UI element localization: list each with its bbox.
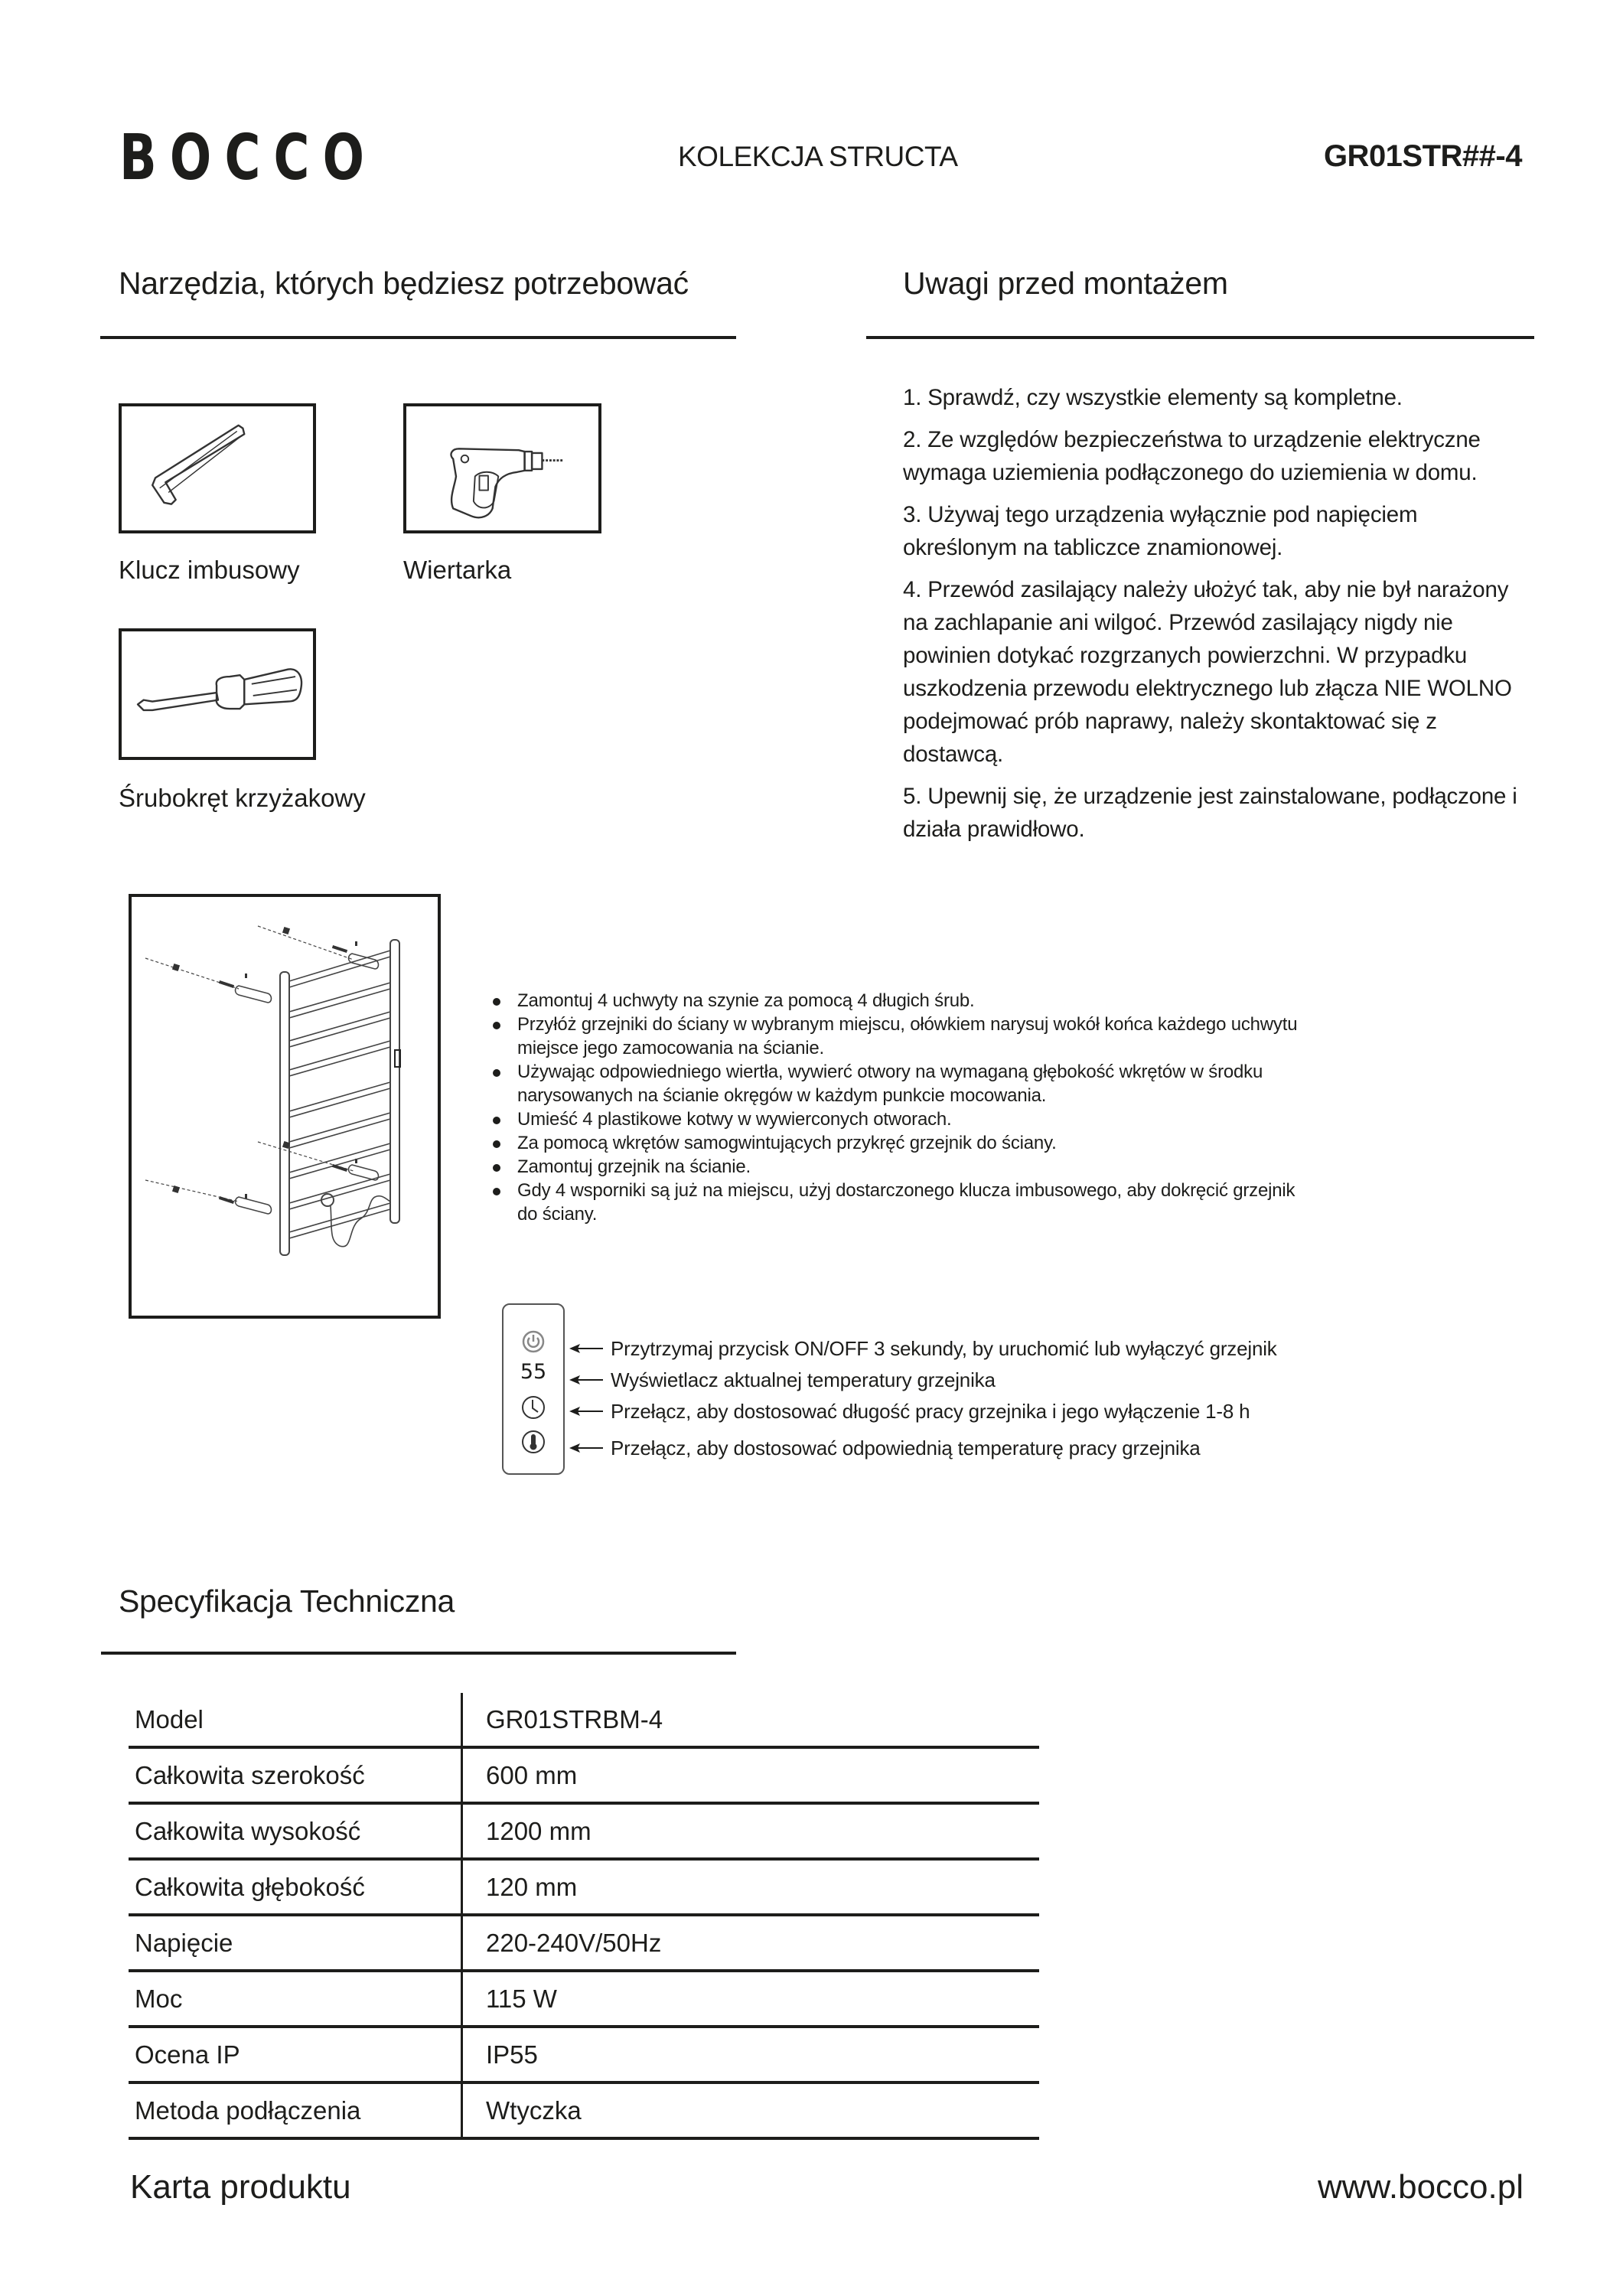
note-item: 5. Upewnij się, że urządzenie jest zainstalowane, podłączone i działa prawidłowo. (903, 784, 1517, 842)
arrow-left-icon (569, 1375, 603, 1385)
step-item: Umieść 4 plastikowe kotwy w wywierconych otworach. (490, 1107, 1301, 1131)
tools-section-divider (100, 336, 736, 339)
note-item: 3. Używaj tego urządzenia wyłącznie pod napięciem określonym na tabliczce znamionowej. (903, 502, 1418, 560)
table-row (129, 1859, 1039, 1915)
spec-key: Całkowita głębokość (129, 1859, 462, 1915)
collection-name: KOLEKCJA STRUCTA (678, 141, 958, 172)
controller-annotation-power (569, 1339, 1277, 1358)
annotation-text: Przytrzymaj przycisk ON/OFF 3 sekundy, by uruchomić lub wyłączyć grzejnik (611, 1337, 1277, 1360)
controller-annotation-timer (569, 1401, 1250, 1421)
note-item: 2. Ze względów bezpieczeństwa to urządzenie elektryczne wymaga uziemienia podłączonego do uziemienia w domu. (903, 427, 1481, 485)
spec-key: Model (129, 1693, 462, 1747)
step-item: Przyłóż grzejniki do ściany w wybranym miejscu, ołówkiem narysuj wokół końca każdego uchwytu miejsce jego zamocowania na ścianie. (490, 1013, 1301, 1060)
thermometer-icon (521, 1430, 546, 1454)
step-item: Zamontuj 4 uchwyty na szynie za pomocą 4 długich śrub. (490, 989, 1301, 1013)
screwdriver-box (119, 628, 316, 760)
spec-key: Całkowita szerokość (129, 1747, 462, 1803)
table-row (129, 2027, 1039, 2082)
spec-value: 220-240V/50Hz (462, 1915, 1040, 1971)
table-row (129, 1747, 1039, 1803)
controller-annotation-temperature (569, 1438, 1201, 1458)
temperature-button[interactable] (504, 1430, 563, 1454)
controller-annotation-display (569, 1370, 996, 1390)
timer-button[interactable] (504, 1395, 563, 1420)
table-row (129, 1693, 1039, 1747)
remote-controller (502, 1303, 565, 1475)
allen-key-icon (122, 406, 313, 530)
tool-label-allen-key: Klucz imbusowy (119, 556, 300, 584)
arrow-left-icon (569, 1443, 603, 1453)
spec-key: Całkowita wysokość (129, 1803, 462, 1859)
notes-section-divider (866, 336, 1534, 339)
power-button[interactable] (504, 1330, 563, 1353)
spec-value: IP55 (462, 2027, 1040, 2082)
brand-logo: BOCCO (119, 122, 378, 194)
tool-label-screwdriver: Śrubokręt krzyżakowy (119, 784, 366, 812)
footer-doc-type: Karta produktu (130, 2168, 351, 2206)
spec-table (129, 1693, 1039, 2140)
specs-section-title: Specyfikacja Techniczna (119, 1583, 455, 1619)
spec-value: Wtyczka (462, 2082, 1040, 2138)
allen-key-box (119, 403, 316, 533)
spec-value: 1200 mm (462, 1803, 1040, 1859)
tools-section-title: Narzędzia, których będziesz potrzebować (119, 266, 689, 301)
model-code: GR01STR##-4 (1323, 139, 1522, 173)
spec-value: GR01STRBM-4 (462, 1693, 1040, 1747)
annotation-text: Przełącz, aby dostosować długość pracy grzejnika i jego wyłączenie 1-8 h (611, 1400, 1250, 1423)
installation-diagram (129, 894, 441, 1319)
note-item: 4. Przewód zasilający należy ułożyć tak, aby nie był narażony na zachlapanie ani wilgoć. Przewód zasilający nigdy nie powinien dotykać rozgrzanych powierzchni. W przypadku uszkodzenia przewodu elektrycznego lub złącza NIE WOLNO podejmować prób naprawy, należy skontaktować się z dostawcą. (903, 577, 1512, 767)
footer-website-link[interactable]: www.bocco.pl (1317, 2168, 1524, 2206)
spec-key: Metoda podłączenia (129, 2082, 462, 2138)
step-item: Zamontuj grzejnik na ścianie. (490, 1155, 1301, 1179)
table-row (129, 1915, 1039, 1971)
spec-value: 600 mm (462, 1747, 1040, 1803)
arrow-left-icon (569, 1343, 603, 1354)
annotation-text: Przełącz, aby dostosować odpowiednią temperaturę pracy grzejnika (611, 1437, 1201, 1459)
table-row (129, 1803, 1039, 1859)
notes-section-title: Uwagi przed montażem (903, 266, 1228, 301)
step-item: Gdy 4 wsporniki są już na miejscu, użyj dostarczonego klucza imbusowego, aby dokręcić grzejnik do ściany. (490, 1179, 1301, 1226)
clock-icon (521, 1395, 546, 1420)
temperature-display: 55 (520, 1360, 547, 1384)
tool-label-drill: Wiertarka (403, 556, 512, 584)
power-icon (522, 1330, 545, 1353)
drill-box (403, 403, 601, 533)
step-item: Używając odpowiedniego wiertła, wywierć otwory na wymaganą głębokość wkrętów w środku narysowanych na ścianie okręgów w każdym punkcie mocowania. (490, 1060, 1301, 1107)
installation-steps (490, 989, 1301, 1226)
spec-key: Moc (129, 1971, 462, 2027)
pre-install-notes (903, 381, 1530, 855)
note-item: 1. Sprawdź, czy wszystkie elementy są kompletne. (903, 385, 1403, 410)
specs-section-divider (101, 1652, 736, 1655)
table-row (129, 1971, 1039, 2027)
phillips-screwdriver-icon (122, 631, 313, 757)
drill-icon (406, 406, 598, 530)
towel-rail-mounting-diagram-icon (132, 897, 438, 1316)
spec-key: Napięcie (129, 1915, 462, 1971)
spec-value: 120 mm (462, 1859, 1040, 1915)
step-item: Za pomocą wkrętów samogwintujących przykręć grzejnik do ściany. (490, 1131, 1301, 1155)
spec-key: Ocena IP (129, 2027, 462, 2082)
arrow-left-icon (569, 1406, 603, 1417)
spec-value: 115 W (462, 1971, 1040, 2027)
table-row (129, 2082, 1039, 2138)
annotation-text: Wyświetlacz aktualnej temperatury grzejnika (611, 1368, 996, 1391)
